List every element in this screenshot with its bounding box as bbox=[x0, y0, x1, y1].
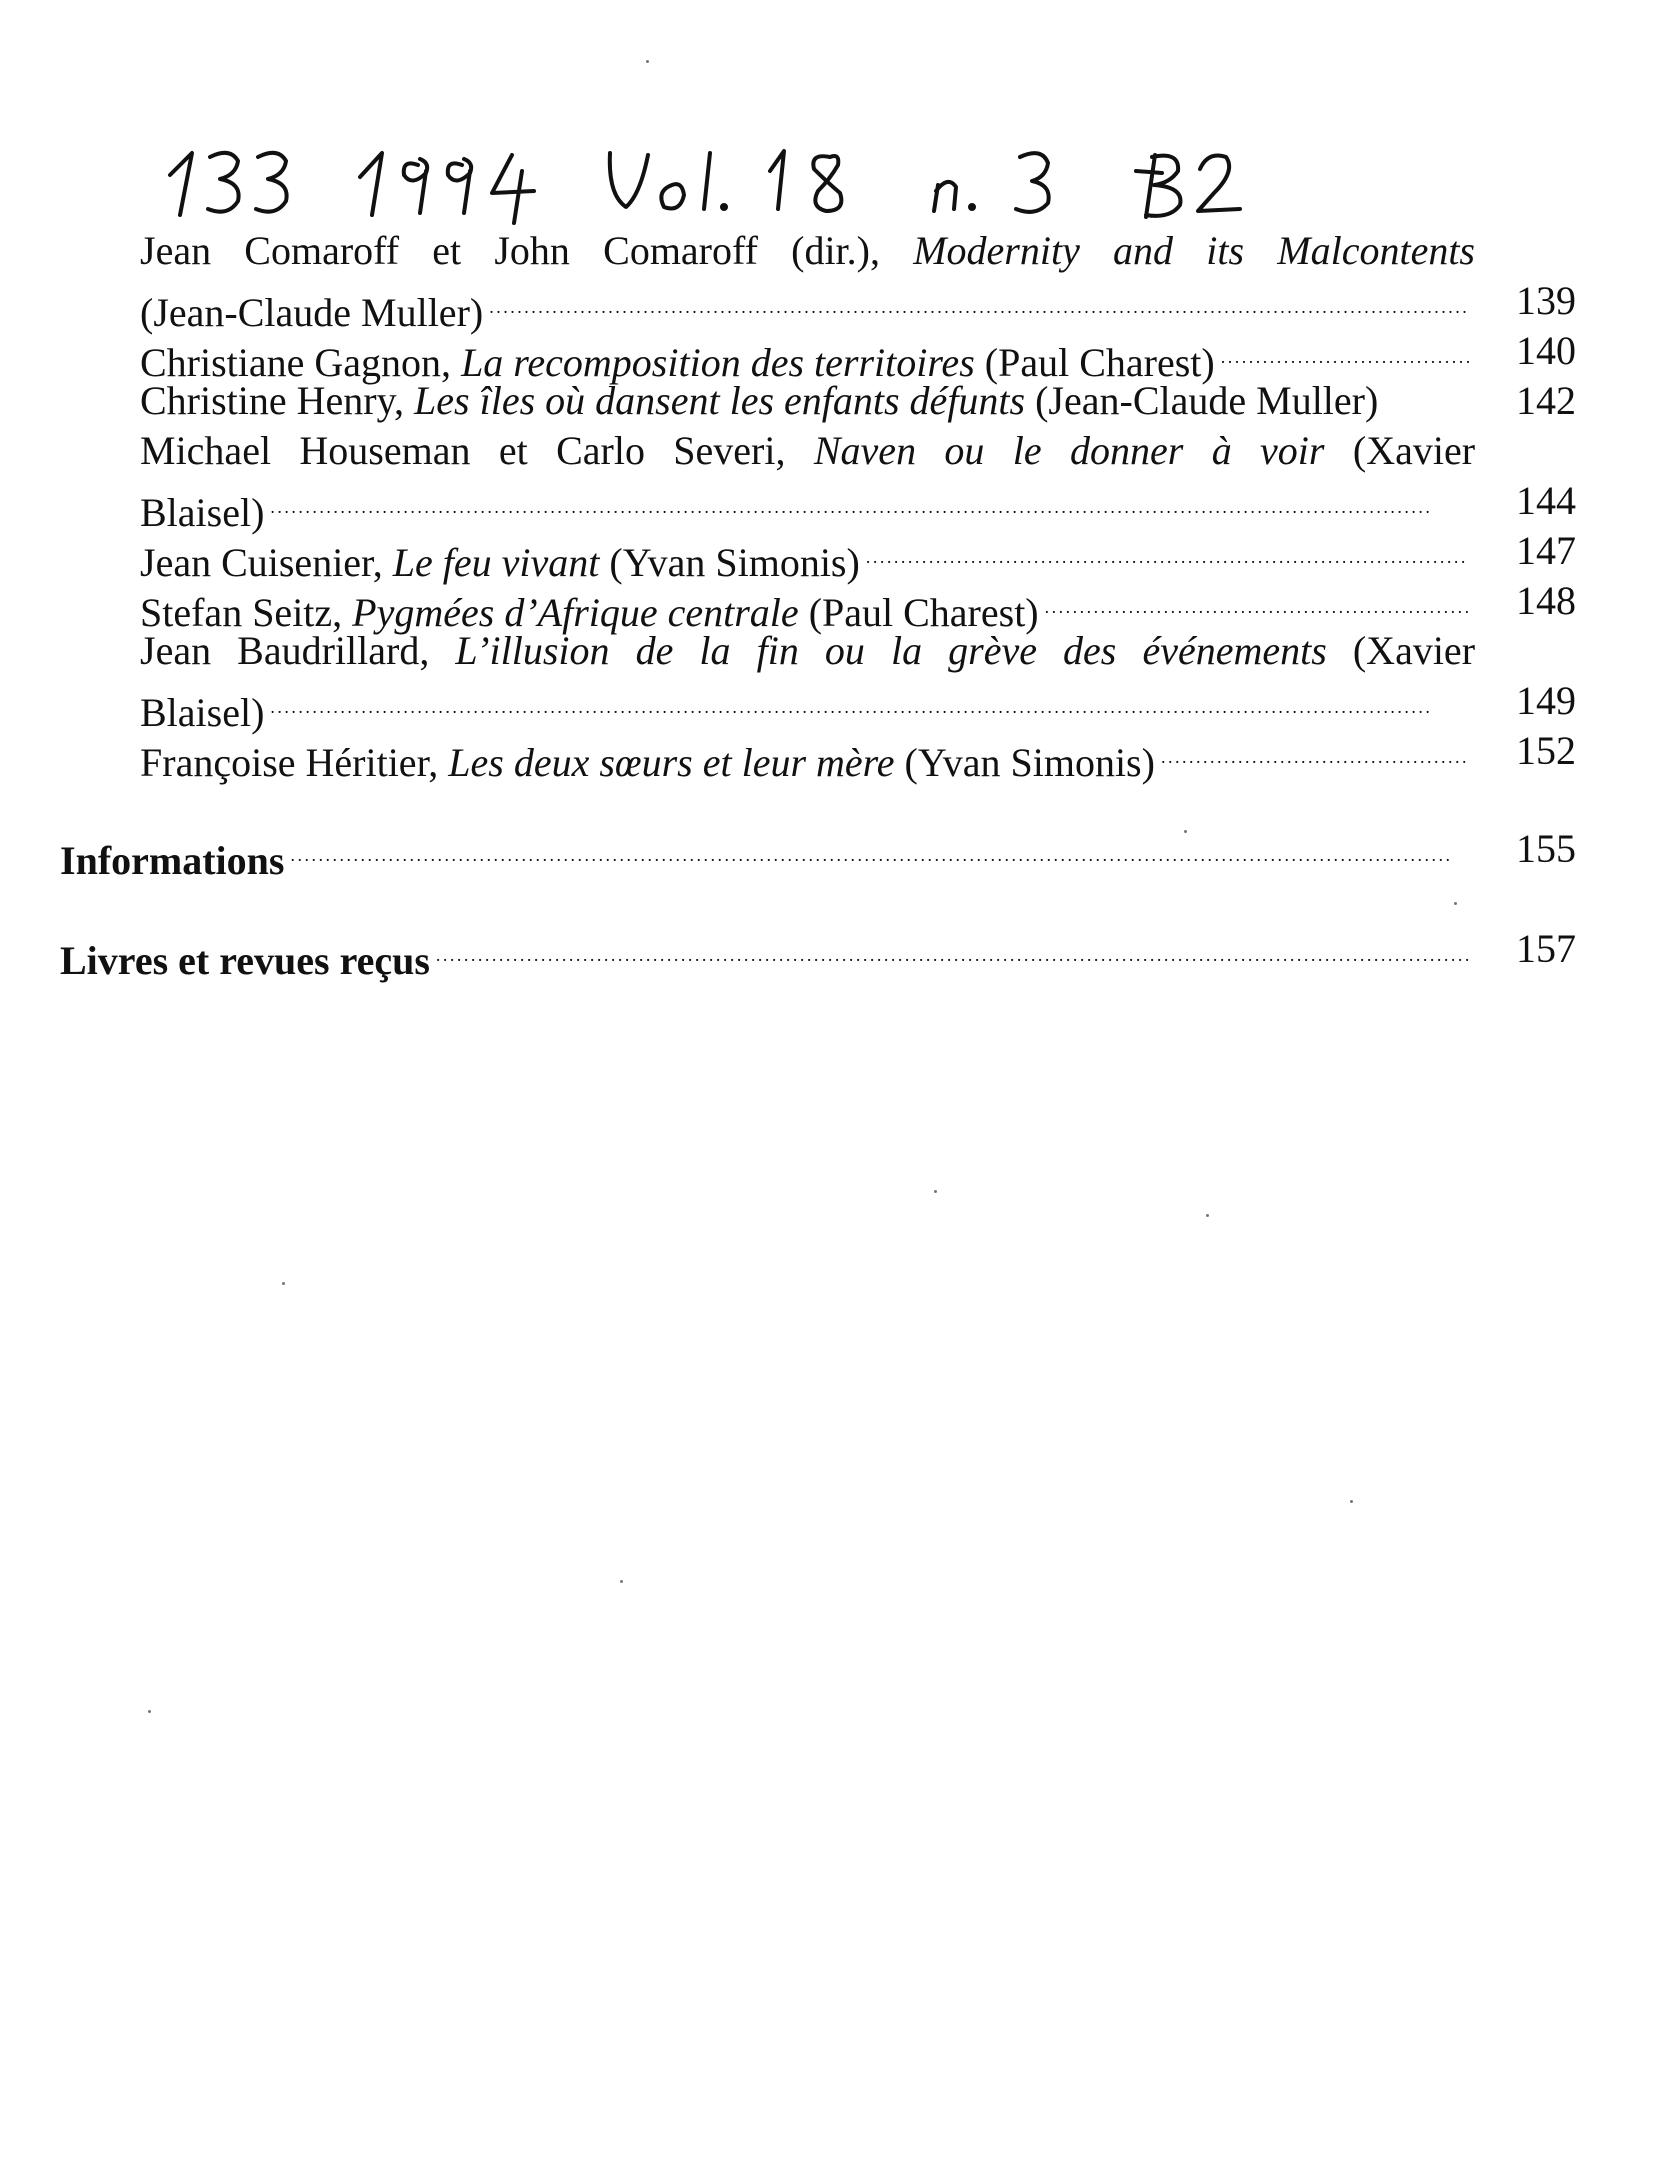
page-number: 142 bbox=[1516, 378, 1576, 423]
entry-reviewer-cont: Blaisel) bbox=[140, 690, 265, 735]
section-label: Informations bbox=[60, 838, 285, 883]
dot-leader bbox=[1221, 326, 1469, 376]
dot-leader bbox=[290, 824, 1469, 874]
section-line bbox=[60, 924, 1475, 983]
scan-speck bbox=[282, 1282, 285, 1285]
entry-reviewer: (Yvan Simonis) bbox=[904, 740, 1155, 785]
entry-line-1 bbox=[140, 376, 1475, 426]
page-number: 147 bbox=[1516, 528, 1576, 573]
entry-author: Christine Henry, bbox=[140, 378, 405, 423]
entry-line-1 bbox=[140, 626, 1475, 676]
page-number: 152 bbox=[1516, 728, 1576, 773]
dot-leader bbox=[270, 676, 1469, 726]
page-number: 144 bbox=[1516, 478, 1576, 523]
entry-reviewer: (Jean-Claude Muller) bbox=[1035, 378, 1379, 423]
handwritten-note bbox=[150, 135, 1330, 225]
entry-title: L’illusion de la fin ou la grève des événements bbox=[455, 628, 1327, 673]
entry-author: Michael Houseman et Carlo Severi, bbox=[140, 428, 786, 473]
handwritten-annotation-image bbox=[150, 135, 1330, 225]
entry-line-2 bbox=[140, 276, 1475, 335]
scan-speck bbox=[620, 1580, 623, 1583]
toc-entry bbox=[140, 226, 1475, 335]
entry-title: La recomposition des territoires bbox=[461, 340, 975, 385]
entry-line-1 bbox=[140, 576, 1475, 635]
scan-speck bbox=[934, 1190, 937, 1193]
entry-author: Françoise Héritier, bbox=[140, 740, 439, 785]
toc-entry bbox=[140, 526, 1475, 585]
toc-section bbox=[60, 824, 1475, 883]
toc-entry bbox=[140, 326, 1475, 385]
entry-reviewer: (Jean-Claude Muller) bbox=[140, 290, 484, 335]
page-number: 149 bbox=[1516, 678, 1576, 723]
entry-title: Les îles où dansent les enfants défunts bbox=[414, 378, 1026, 423]
entry-title: Modernity and its Malcontents bbox=[913, 228, 1475, 273]
entry-line-1 bbox=[140, 326, 1475, 385]
page-number: 157 bbox=[1516, 926, 1576, 971]
scan-speck bbox=[1184, 830, 1187, 833]
entry-title: Pygmées d’Afrique centrale bbox=[352, 590, 799, 635]
toc-entry bbox=[140, 426, 1476, 535]
toc-entry bbox=[140, 576, 1475, 635]
scan-speck bbox=[148, 1710, 151, 1713]
entry-reviewer: (Xavier bbox=[1352, 428, 1476, 473]
page-number: 155 bbox=[1516, 826, 1576, 871]
section-label: Livres et revues reçus bbox=[60, 938, 430, 983]
page-number: 148 bbox=[1516, 578, 1576, 623]
entry-line-1 bbox=[140, 426, 1475, 476]
entry-author: Jean Comaroff et John Comaroff (dir.), bbox=[140, 228, 880, 273]
entry-reviewer: (Xavier bbox=[1352, 628, 1476, 673]
entry-title: Le feu vivant bbox=[392, 540, 600, 585]
entry-line-1 bbox=[140, 526, 1475, 585]
dot-leader bbox=[866, 526, 1469, 576]
entry-author: Stefan Seitz, bbox=[140, 590, 343, 635]
dot-leader bbox=[489, 276, 1469, 326]
entry-reviewer: (Paul Charest) bbox=[984, 340, 1215, 385]
dot-leader bbox=[1161, 726, 1469, 776]
toc-section bbox=[60, 924, 1475, 983]
entry-author: Jean Cuisenier, bbox=[140, 540, 383, 585]
entry-line-1 bbox=[140, 726, 1475, 785]
entry-line-2 bbox=[140, 676, 1475, 735]
entry-author: Christiane Gagnon, bbox=[140, 340, 452, 385]
scan-speck bbox=[1206, 1214, 1209, 1217]
scan-speck bbox=[1350, 1500, 1353, 1503]
entry-line-1 bbox=[140, 226, 1475, 276]
page-number: 139 bbox=[1516, 278, 1576, 323]
dot-leader bbox=[270, 476, 1469, 526]
scan-speck bbox=[1454, 902, 1457, 905]
dot-leader bbox=[436, 924, 1469, 974]
dot-leader bbox=[1045, 576, 1469, 626]
entry-line-2 bbox=[140, 476, 1475, 535]
entry-reviewer-cont: Blaisel) bbox=[140, 490, 265, 535]
scan-speck bbox=[646, 60, 649, 63]
entry-author: Jean Baudrillard, bbox=[140, 628, 430, 673]
toc-entry bbox=[140, 626, 1476, 735]
toc-entry bbox=[140, 726, 1475, 785]
page-number: 140 bbox=[1516, 328, 1576, 373]
entry-title: Les deux sœurs et leur mère bbox=[448, 740, 895, 785]
toc-entry bbox=[140, 376, 1475, 426]
entry-reviewer: (Paul Charest) bbox=[808, 590, 1039, 635]
entry-title: Naven ou le donner à voir bbox=[813, 428, 1325, 473]
section-line bbox=[60, 824, 1475, 883]
entry-reviewer: (Yvan Simonis) bbox=[609, 540, 860, 585]
